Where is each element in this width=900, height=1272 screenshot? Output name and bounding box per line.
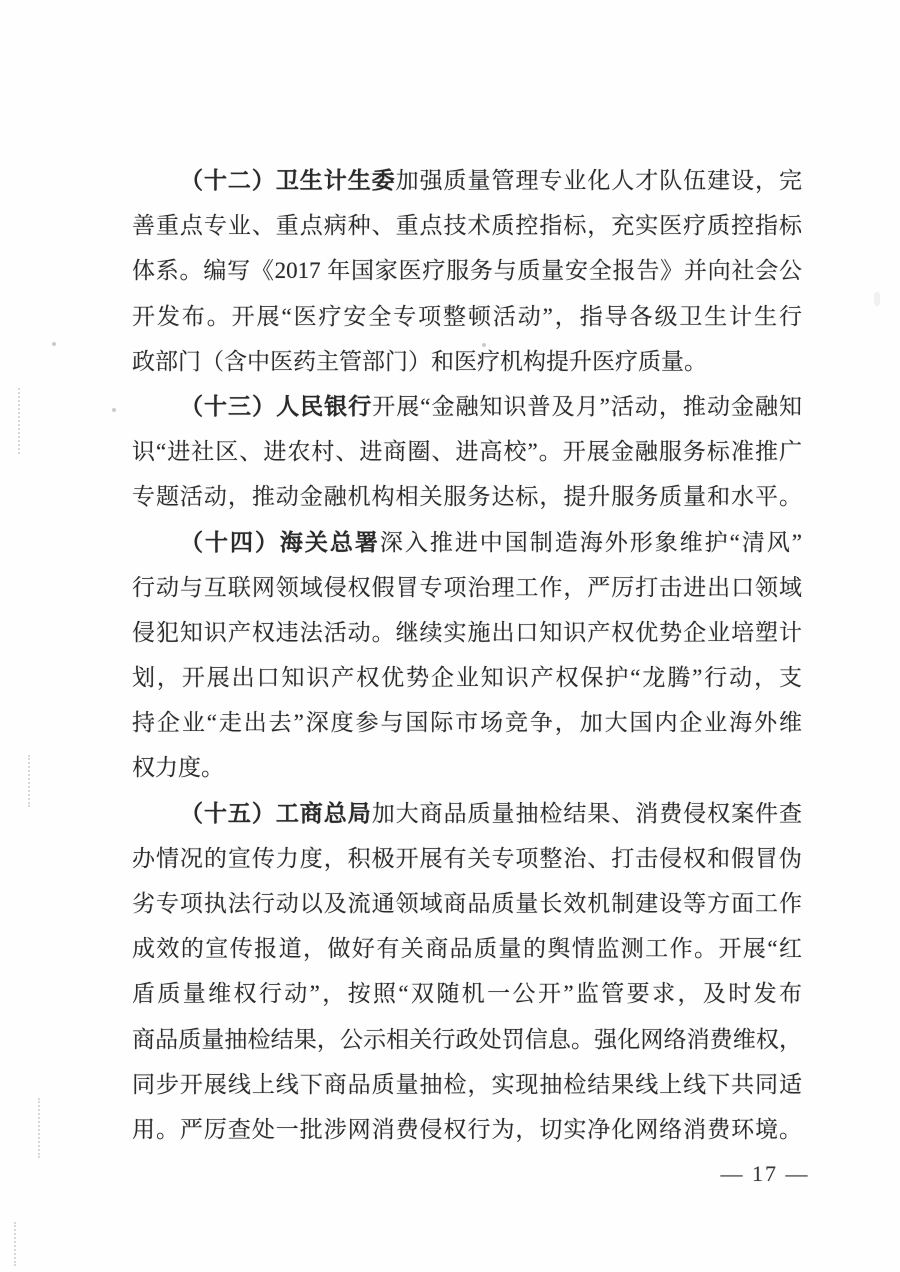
- text-line: [132, 384, 802, 429]
- document-body-text: [132, 158, 802, 1152]
- text-run: 深入推进中国制造海外形象维护“清风”: [379, 529, 803, 555]
- text-run: 加大商品质量抽检结果、消费侵权案件查: [371, 800, 803, 826]
- text-line: 办情况的宣传力度，积极开展有关专项整治、打击侵权和假冒伪: [132, 845, 802, 871]
- text-line: 商品质量抽检结果，公示相关行政处罚信息。强化网络消费维权，: [132, 1026, 802, 1052]
- text-line: 政部门（含中医药主管部门）和医疗机构提升医疗质量。: [132, 348, 707, 374]
- scan-artifact: [112, 408, 116, 412]
- text-line: 持企业“走出去”深度参与国际市场竞争，加大国内企业海外维: [132, 710, 802, 736]
- paragraph-item-14: [132, 520, 802, 791]
- text-line: 识“进社区、进农村、进商圈、进高校”。开展金融服务标准推广: [132, 439, 802, 465]
- scan-artifact: [874, 292, 880, 306]
- text-line: 劣专项执法行动以及流通领域商品质量长效机制建设等方面工作: [132, 891, 802, 916]
- text-line: [132, 520, 802, 565]
- paragraph-heading: （十五）工商总局: [180, 799, 372, 826]
- text-line: 盾质量维权行动”，按照“双随机一公开”监管要求，及时发布: [132, 981, 802, 1007]
- paragraph-heading: （十四）海关总署: [180, 528, 380, 555]
- paragraph-item-13: [132, 384, 802, 520]
- scan-artifact: [14, 1222, 19, 1266]
- text-line: 成效的宣传报道，做好有关商品质量的舆情监测工作。开展“红: [132, 936, 802, 962]
- text-line: 同步开展线上线下商品质量抽检，实现抽检结果线上线下共同适: [132, 1071, 802, 1097]
- text-line: 善重点专业、重点病种、重点技术质控指标，充实医疗质控指标: [132, 213, 802, 239]
- paragraph-heading: （十三）人民银行: [180, 392, 373, 419]
- text-line: 专题活动，推动金融机构相关服务达标，提升服务质量和水平。: [132, 484, 802, 510]
- text-line: 侵犯知识产权违法活动。继续实施出口知识产权优势企业培塑计: [132, 619, 802, 645]
- paragraph-item-15: [132, 791, 802, 1153]
- text-line: 行动与互联网领域侵权假冒专项治理工作，严厉打击进出口领域: [132, 574, 802, 600]
- scan-artifact: [38, 1098, 43, 1158]
- text-run: 开展“金融知识普及月”活动，推动金融知: [372, 393, 803, 419]
- text-run: 加强质量管理专业化人才队伍建设，完: [395, 168, 803, 193]
- text-line: [132, 158, 802, 203]
- text-line: [132, 791, 802, 836]
- text-line: 开发布。开展“医疗安全专项整顿活动”，指导各级卫生计生行: [132, 303, 802, 329]
- text-line: 划，开展出口知识产权优势企业知识产权保护“龙腾”行动，支: [132, 665, 802, 691]
- text-line: 权力度。: [132, 755, 224, 781]
- scan-artifact: [52, 342, 56, 346]
- text-line: 用。严厉查处一批涉网消费侵权行为，切实净化网络消费环境。: [132, 1116, 802, 1142]
- paragraph-heading: （十二）卫生计生委: [180, 167, 396, 193]
- page-number: — 17 —: [720, 1161, 810, 1186]
- paragraph-item-12: [132, 158, 802, 384]
- text-line: 体系。编写《2017 年国家医疗服务与质量安全报告》并向社会公: [132, 258, 802, 284]
- scan-artifact: [18, 388, 23, 454]
- scan-artifact: [28, 755, 33, 807]
